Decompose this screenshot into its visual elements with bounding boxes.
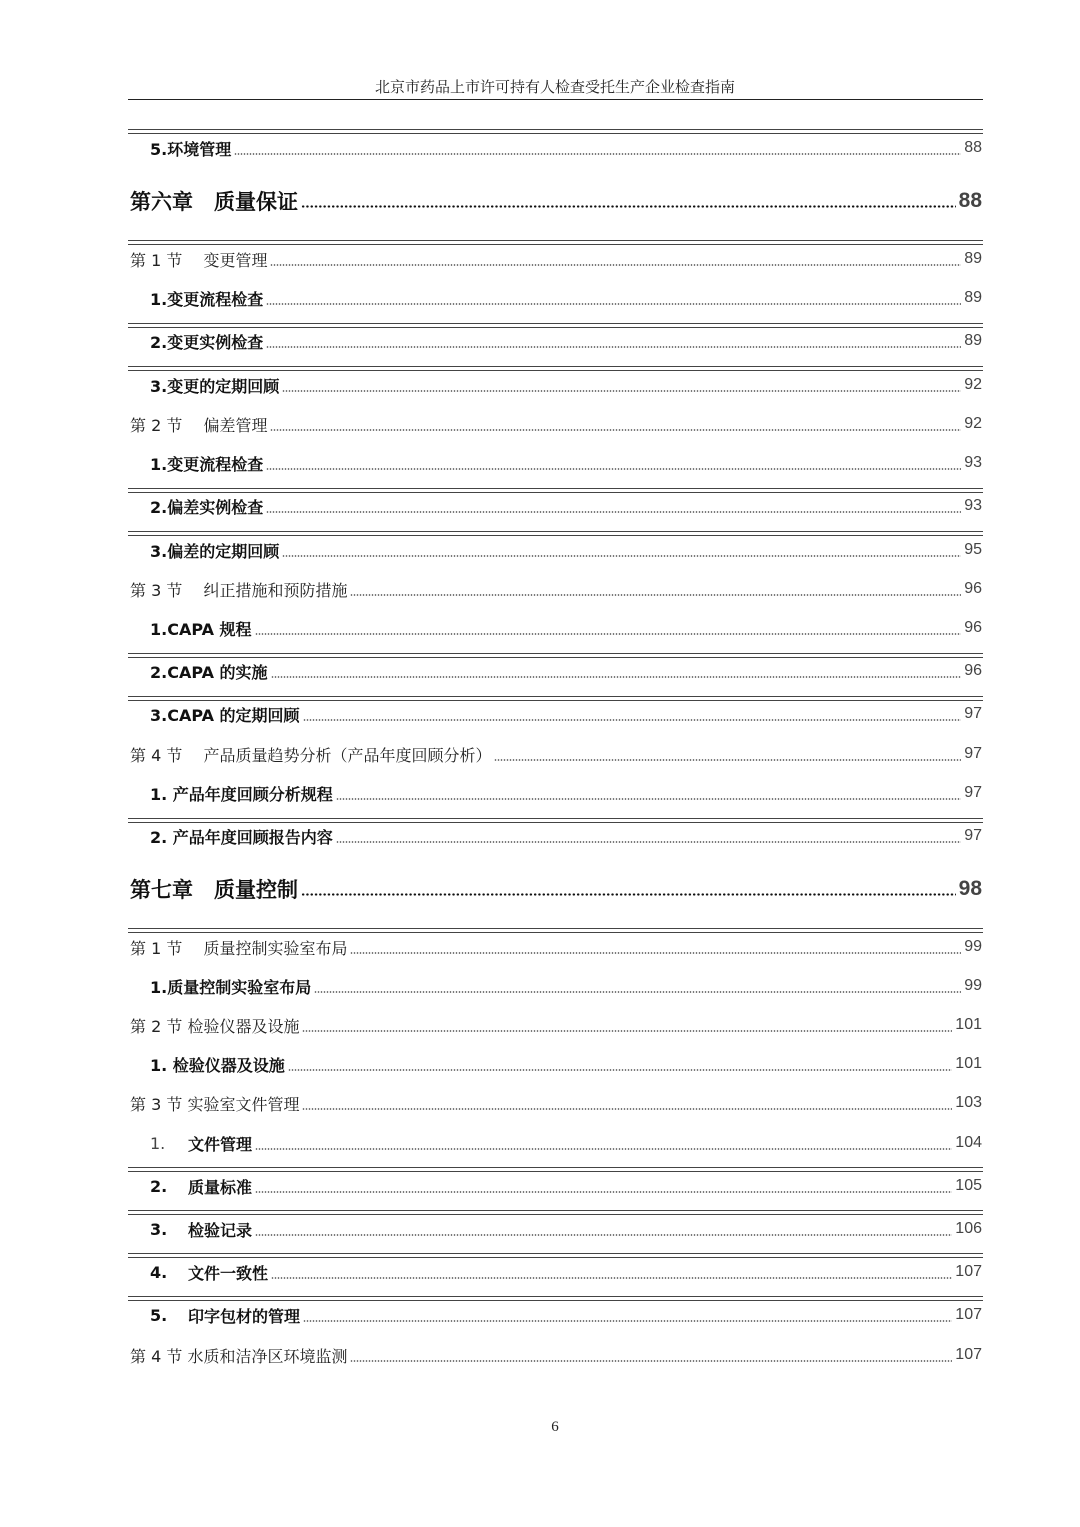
toc-entry[interactable] [130,971,982,1001]
toc-page-number: 107 [955,1306,982,1323]
toc-page-number: 105 [955,1177,982,1194]
toc-page-number: 99 [964,977,982,994]
toc-entry[interactable] [130,613,982,643]
toc-item-number: 4. [150,1262,168,1282]
toc-entry[interactable] [130,133,982,163]
toc-page-number: 93 [964,497,982,514]
toc-leader-dots [255,1234,952,1236]
toc-page-number: 97 [964,827,982,844]
toc-label: 质量标准 [188,1177,253,1197]
toc-page-number: 101 [955,1016,982,1033]
toc-page-number: 88 [958,189,982,212]
toc-leader-dots [234,153,961,155]
page-number: 6 [551,1419,559,1435]
toc-page-number: 99 [964,938,982,955]
toc-section-entry[interactable] [130,1088,982,1118]
toc-entry[interactable] [130,448,982,478]
toc-section-entry[interactable] [130,409,982,439]
toc-leader-dots [266,511,961,513]
toc-leader-dots [271,676,962,678]
toc-leader-dots [270,429,961,431]
toc-item-number: 3. [150,1219,168,1239]
toc-label: 2.CAPA 的实施 [150,662,268,682]
toc-page-number: 89 [964,250,982,267]
toc-page-number: 92 [964,376,982,393]
toc-label: 第 4 节 水质和洁净区环境监测 [130,1346,348,1366]
toc-leader-dots [288,1069,953,1071]
toc-label: 3.偏差的定期回顾 [150,541,280,561]
toc-page-number: 106 [955,1220,982,1237]
toc-section-entry[interactable] [130,932,982,962]
toc-page-number: 104 [955,1134,982,1151]
toc-label: 文件一致性 [188,1263,269,1283]
toc-entry[interactable] [130,1128,982,1158]
toc-label: 3.CAPA 的定期回顾 [150,705,300,725]
toc-entry[interactable] [130,778,982,808]
toc-leader-dots [255,1148,952,1150]
toc-item-number: 5. [150,1305,168,1325]
toc-entry[interactable] [130,1300,982,1330]
header-rule [128,99,983,100]
toc-leader-dots [314,991,961,993]
toc-page-number: 97 [964,784,982,801]
toc-leader-dots [303,719,962,721]
toc-entry[interactable] [130,370,982,400]
toc-label: 第 3 节 纠正措施和预防措施 [130,580,348,600]
toc-leader-dots [270,264,961,266]
toc-item-number: 2. [150,1176,168,1196]
toc-page-number: 89 [964,289,982,306]
toc-label: 第七章 质量控制 [130,879,298,902]
toc-label: 第六章 质量保证 [130,191,298,214]
toc-page-number: 96 [964,619,982,636]
toc-page-number: 103 [955,1094,982,1111]
toc-label: 2.偏差实例检查 [150,497,264,517]
toc-leader-dots [255,1191,952,1193]
toc-leader-dots [271,1277,952,1279]
toc-label: 5.环境管理 [150,139,232,159]
toc-label: 第 2 节 偏差管理 [130,415,268,435]
toc-label: 2.变更实例检查 [150,332,264,352]
toc-page-number: 96 [964,580,982,597]
toc-label: 第 1 节 质量控制实验室布局 [130,938,348,958]
toc-leader-dots [303,1320,952,1322]
toc-page-number: 95 [964,541,982,558]
toc-section-entry[interactable] [130,1340,982,1370]
toc-entry[interactable] [130,491,982,521]
toc-entry[interactable] [130,821,982,851]
toc-label: 1.CAPA 规程 [150,619,252,639]
toc-label: 第 3 节 实验室文件管理 [130,1094,300,1114]
toc-leader-dots [266,468,961,470]
toc-page-number: 101 [955,1055,982,1072]
toc-entry[interactable] [130,1171,982,1201]
toc-entry[interactable] [130,699,982,729]
toc-label: 印字包材的管理 [188,1306,301,1326]
toc-page-number: 88 [964,139,982,156]
toc-entry[interactable] [130,1214,982,1244]
toc-leader-dots [266,303,961,305]
toc-label: 检验记录 [188,1220,253,1240]
toc-entry[interactable] [130,656,982,686]
toc-leader-dots [494,759,961,761]
toc-leader-dots [350,594,961,596]
toc-item-number: 1. [150,1133,166,1153]
toc-entry[interactable] [130,283,982,313]
toc-label: 第 4 节 产品质量趋势分析（产品年度回顾分析） [130,745,492,765]
toc-label: 第 1 节 变更管理 [130,250,268,270]
toc-entry[interactable] [130,326,982,356]
toc-page-number: 96 [964,662,982,679]
toc-leader-dots [301,205,956,208]
toc-page-number: 92 [964,415,982,432]
toc-page-number: 89 [964,332,982,349]
toc-label: 文件管理 [188,1134,253,1154]
toc-label: 3.变更的定期回顾 [150,376,280,396]
toc-chapter-entry[interactable] [130,874,982,904]
toc-page-number: 97 [964,745,982,762]
toc-section-entry[interactable] [130,1010,982,1040]
toc-entry[interactable] [130,1049,982,1079]
toc-section-entry[interactable] [130,739,982,769]
toc-leader-dots [336,798,961,800]
toc-page-number: 93 [964,454,982,471]
toc-page-number: 97 [964,705,982,722]
toc-leader-dots [282,555,961,557]
toc-leader-dots [266,346,961,348]
toc-leader-dots [350,1360,952,1362]
toc-label: 1.变更流程检查 [150,454,264,474]
toc-leader-dots [282,390,961,392]
toc-leader-dots [302,1108,952,1110]
toc-leader-dots [301,893,956,896]
toc-label: 1. 检验仪器及设施 [150,1055,285,1075]
toc-leader-dots [336,841,961,843]
toc-page-number: 107 [955,1263,982,1280]
toc-label: 2. 产品年度回顾报告内容 [150,827,333,847]
toc-entry[interactable] [130,535,982,565]
toc-label: 1. 产品年度回顾分析规程 [150,784,333,804]
toc-label: 1.变更流程检查 [150,289,264,309]
toc-label: 第 2 节 检验仪器及设施 [130,1016,300,1036]
toc-entry[interactable] [130,1257,982,1287]
toc-leader-dots [302,1030,952,1032]
toc-page-number: 98 [958,877,982,900]
toc-leader-dots [255,633,962,635]
toc-leader-dots [350,952,961,954]
toc-label: 1.质量控制实验室布局 [150,977,312,997]
toc-page-number: 107 [955,1346,982,1363]
toc-section-entry[interactable] [130,244,982,274]
toc-section-entry[interactable] [130,574,982,604]
running-header-title: 北京市药品上市许可持有人检查受托生产企业检查指南 [374,80,735,96]
toc-chapter-entry[interactable] [130,186,982,216]
